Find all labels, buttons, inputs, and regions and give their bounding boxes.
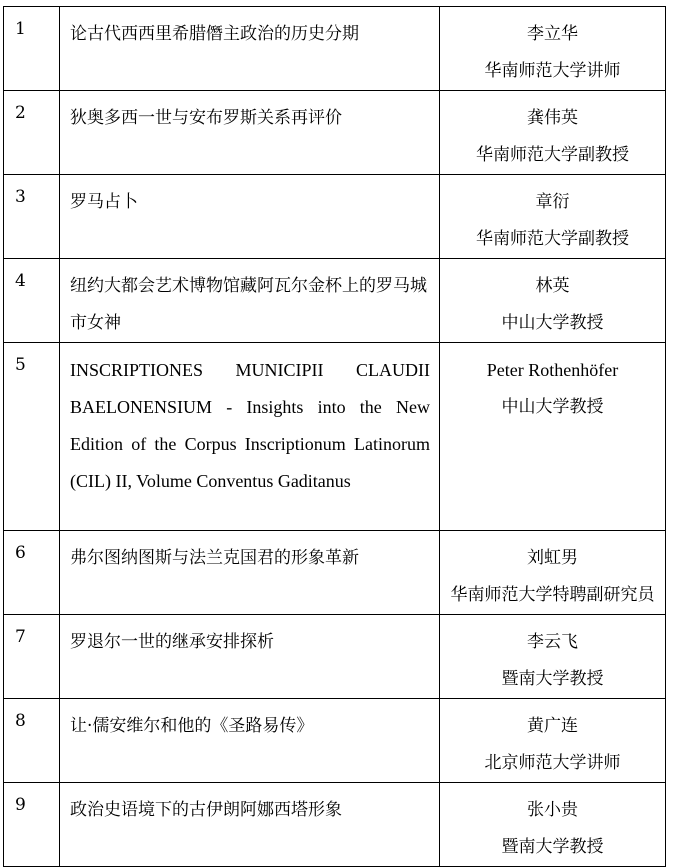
table-row [4,343,666,531]
table-row [4,175,666,259]
author-cell [440,699,666,783]
author-cell [440,175,666,259]
author-name: 李立华 [527,24,578,44]
author-cell [440,7,666,91]
author-affiliation: 暨南大学教授 [501,837,604,857]
author-affiliation: 北京师范大学讲师 [484,753,621,773]
paper-title: 罗马占卜 [60,175,440,259]
author-name: 张小贵 [527,800,578,820]
row-number: 8 [4,699,60,783]
author-name: 黄广连 [527,716,578,736]
author-name: 林英 [535,276,570,296]
table-row [4,91,666,175]
row-number: 5 [4,343,60,531]
row-number: 7 [4,615,60,699]
row-number: 9 [4,783,60,867]
author-name: 刘虹男 [527,548,578,568]
row-number: 6 [4,531,60,615]
author-affiliation: 华南师范大学讲师 [484,61,621,81]
paper-title: 弗尔图纳图斯与法兰克国君的形象革新 [60,531,440,615]
table-row [4,7,666,91]
author-name: 李云飞 [527,632,578,652]
author-name: Peter Rothenhöfer [486,360,619,380]
author-affiliation: 华南师范大学副教授 [476,229,629,249]
author-cell [440,531,666,615]
paper-title: 罗退尔一世的继承安排探析 [60,615,440,699]
row-number: 4 [4,259,60,343]
table-row [4,531,666,615]
author-cell [440,259,666,343]
table-row [4,699,666,783]
paper-title: INSCRIPTIONES MUNICIPII CLAUDII BAELONENSIUM - Insights into the New Edition of the Corpus Inscriptionum Latinorum (CIL) II, Volume Conventus Gaditanus [60,343,440,531]
table-row [4,259,666,343]
row-number: 3 [4,175,60,259]
paper-title: 纽约大都会艺术博物馆藏阿瓦尔金杯上的罗马城市女神 [60,259,440,343]
author-affiliation: 中山大学教授 [501,313,604,333]
author-cell [440,783,666,867]
table-row [4,615,666,699]
paper-title: 政治史语境下的古伊朗阿娜西塔形象 [60,783,440,867]
table-row [4,783,666,867]
author-affiliation: 华南师范大学特聘副研究员 [450,585,655,605]
author-cell [440,91,666,175]
paper-title: 论古代西西里希腊僭主政治的历史分期 [60,7,440,91]
author-affiliation: 中山大学教授 [501,397,604,417]
author-name: 龚伟英 [527,108,578,128]
author-cell [440,615,666,699]
author-cell [440,343,666,531]
author-name: 章衍 [535,192,570,212]
paper-title: 狄奥多西一世与安布罗斯关系再评价 [60,91,440,175]
author-affiliation: 暨南大学教授 [501,669,604,689]
row-number: 2 [4,91,60,175]
row-number: 1 [4,7,60,91]
paper-title: 让·儒安维尔和他的《圣路易传》 [60,699,440,783]
author-affiliation: 华南师范大学副教授 [476,145,629,165]
paper-list-table [3,6,666,867]
